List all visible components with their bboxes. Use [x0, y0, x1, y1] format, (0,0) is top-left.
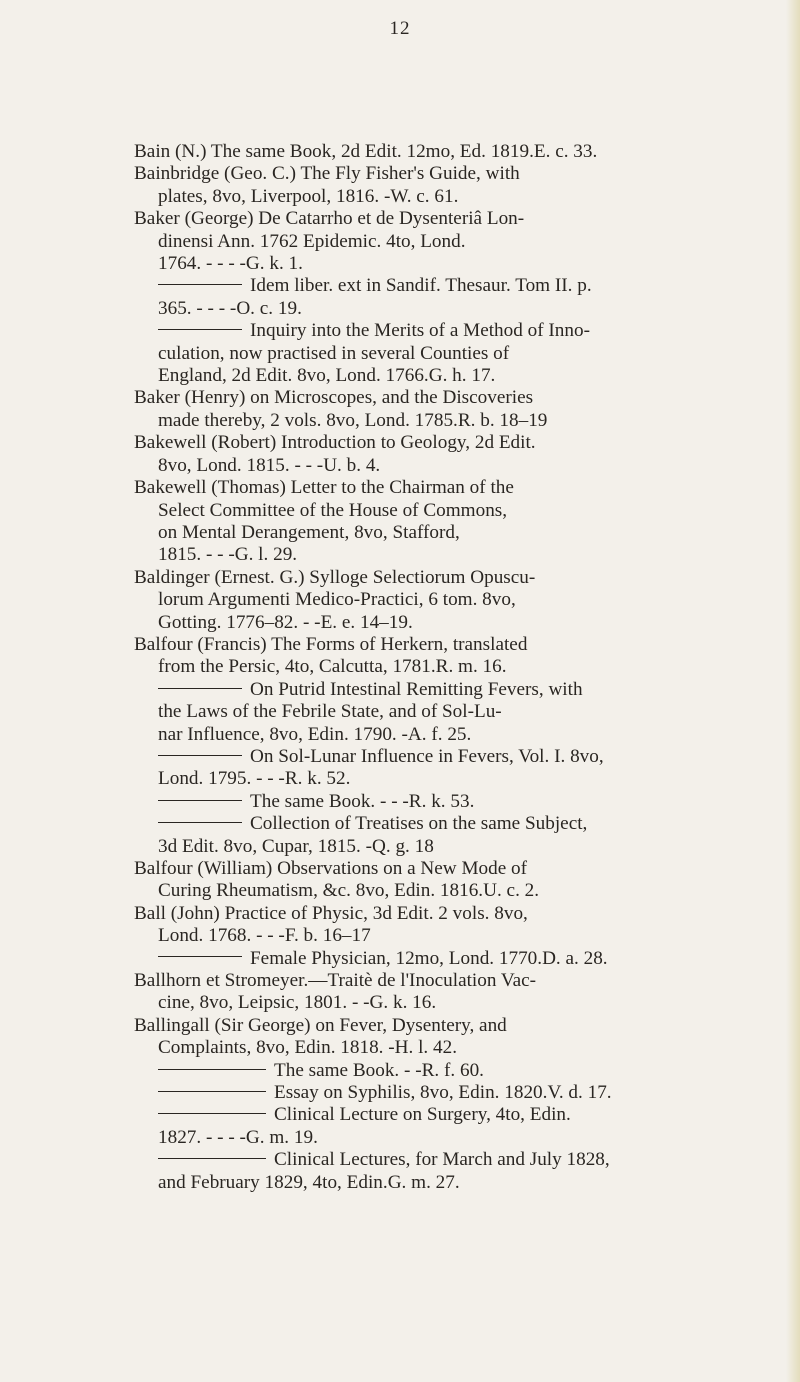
catalog-entry [134, 208, 776, 275]
entry-text: Balfour (William) Observations on a New Mode of [134, 858, 528, 879]
ditto-dash [158, 956, 242, 957]
shelf-mark: D. a. 28. [542, 947, 608, 969]
shelf-mark: G. h. 17. [428, 365, 496, 387]
entry-text: Gotting. 1776–82. - - [158, 611, 321, 633]
entry-text: Idem liber. ext in Sandif. Thesaur. Tom II. p. [250, 275, 592, 297]
catalog-entry [134, 1015, 776, 1060]
ditto-dash [158, 1113, 266, 1114]
entry-text: Collection of Treatises on the same Subject, [250, 813, 588, 835]
ditto-dash [158, 284, 242, 285]
entry-text: Ballingall (Sir George) on Fever, Dysentery, and [134, 1014, 507, 1036]
entry-text: and February 1829, 4to, Edin. [158, 1171, 388, 1193]
entry-text: Bakewell (Thomas) Letter to the Chairman of the [134, 477, 514, 499]
catalog-entry [134, 1149, 776, 1194]
shelf-mark: U. b. 4. [323, 454, 381, 476]
ditto-dash [158, 1158, 266, 1159]
entry-text: Lond. 1768. - - - [158, 925, 285, 947]
shelf-mark: G. l. 29. [234, 544, 298, 566]
entry-text: 3d Edit. 8vo, Cupar, 1815. - [158, 835, 373, 857]
entry-text: from the Persic, 4to, Calcutta, 1781. [158, 656, 436, 678]
ditto-dash [158, 755, 242, 756]
entry-text: Female Physician, 12mo, Lond. 1770. [250, 947, 543, 969]
catalog-entry [134, 1082, 776, 1104]
shelf-mark: G. m. 19. [245, 1126, 318, 1148]
shelf-mark: W. c. 61. [390, 185, 459, 207]
entry-text: culation, now practised in several Counties of [158, 342, 510, 364]
catalog-entry [134, 477, 776, 567]
entry-text: England, 2d Edit. 8vo, Lond. 1766. [158, 365, 429, 387]
ditto-dash [158, 1069, 266, 1070]
entry-text: dinensi Ann. 1762 Epidemic. 4to, Lond. [158, 230, 466, 252]
entry-text: The same Book. - - - [250, 790, 409, 812]
catalog-entry [134, 813, 776, 858]
page-edge-stain [786, 0, 800, 1382]
ditto-dash [158, 800, 242, 801]
catalog-entry [134, 634, 776, 679]
entry-text: Ball (John) Practice of Physic, 3d Edit. 2 vols. 8vo, [134, 902, 528, 924]
shelf-mark: A. f. 25. [407, 723, 472, 745]
shelf-mark: H. l. 42. [394, 1037, 457, 1059]
entry-text: cine, 8vo, Leipsic, 1801. - - [158, 992, 370, 1014]
shelf-mark: G. k. 16. [369, 992, 437, 1014]
shelf-mark: G. k. 1. [245, 253, 303, 275]
catalog-entry [134, 791, 776, 813]
shelf-mark: R. k. 52. [284, 768, 351, 790]
entry-text: Essay on Syphilis, 8vo, Edin. 1820. [274, 1082, 548, 1104]
entry-text: Baker (Henry) on Microscopes, and the Discoveries [134, 387, 534, 409]
entry-text: On Putrid Intestinal Remitting Fevers, with [250, 678, 583, 700]
shelf-mark: V. d. 17. [547, 1082, 612, 1104]
entry-text: nar Influence, 8vo, Edin. 1790. - [158, 723, 408, 745]
entry-text: Curing Rheumatism, &c. 8vo, Edin. 1816. [158, 880, 484, 902]
catalog-entry [134, 858, 776, 903]
catalog-entry [134, 679, 776, 746]
entry-text: 365. - - - - [158, 297, 237, 319]
catalog-entry [134, 1104, 776, 1149]
catalog-entry [134, 141, 776, 163]
entry-text: Baker (George) De Catarrho et de Dysenteriâ Lon- [134, 208, 525, 230]
ditto-dash [158, 1091, 266, 1092]
entry-text: The same Book. - - [274, 1059, 422, 1081]
catalog-entry [134, 746, 776, 791]
entry-text: Baldinger (Ernest. G.) Sylloge Selectiorum Opuscu- [134, 566, 536, 588]
catalog-list [134, 141, 776, 1194]
ditto-dash [158, 822, 242, 823]
shelf-mark: E. e. 14–19. [320, 611, 413, 633]
catalog-entry [134, 432, 776, 477]
shelf-mark: R. f. 60. [421, 1059, 484, 1081]
catalog-entry [134, 387, 776, 432]
shelf-mark: R. k. 53. [408, 790, 475, 812]
entry-text: Bainbridge (Geo. C.) The Fly Fisher's Guide, with [134, 163, 520, 185]
catalog-entry [134, 567, 776, 634]
catalog-entry [134, 163, 776, 208]
entry-text: Clinical Lectures, for March and July 1828, [274, 1149, 610, 1171]
page-number: 12 [389, 18, 411, 39]
catalog-entry [134, 275, 776, 320]
entry-text: 1815. - - - [158, 544, 235, 566]
shelf-mark: R. m. 16. [435, 656, 507, 678]
entry-text: on Mental Derangement, 8vo, Stafford, [158, 521, 460, 543]
catalog-entry [134, 1060, 776, 1082]
entry-text: 1764. - - - - [158, 253, 246, 275]
shelf-mark: G. m. 27. [387, 1171, 460, 1193]
shelf-mark: Q. g. 18 [372, 835, 434, 857]
entry-text: Complaints, 8vo, Edin. 1818. - [158, 1037, 395, 1059]
shelf-mark: O. c. 19. [236, 297, 302, 319]
catalog-entry [134, 948, 776, 970]
entry-text: Select Committee of the House of Commons, [158, 499, 508, 521]
entry-text: the Laws of the Febrile State, and of Sol-Lu- [158, 701, 502, 723]
shelf-mark: U. c. 2. [483, 880, 540, 902]
entry-text: Balfour (Francis) The Forms of Herkern, translated [134, 633, 528, 655]
entry-text: Bakewell (Robert) Introduction to Geology, 2d Edit. [134, 432, 536, 454]
entry-text: 1827. - - - - [158, 1126, 246, 1148]
shelf-mark: F. b. 16–17 [284, 925, 371, 947]
entry-text: Clinical Lecture on Surgery, 4to, Edin. [274, 1104, 571, 1126]
ditto-dash [158, 688, 242, 689]
catalog-entry [134, 970, 776, 1015]
catalog-entry [134, 903, 776, 948]
shelf-mark: E. c. 33. [533, 141, 598, 162]
entry-text: made thereby, 2 vols. 8vo, Lond. 1785. [158, 409, 458, 431]
entry-text: Ballhorn et Stromeyer.—Traitè de l'Inoculation Vac- [134, 970, 537, 992]
entry-text: Bain (N.) The same Book, 2d Edit. 12mo, Ed. 1819. [134, 141, 534, 162]
entry-text: Lond. 1795. - - - [158, 768, 285, 790]
entry-text: On Sol-Lunar Influence in Fevers, Vol. I. 8vo, [250, 745, 604, 767]
catalog-entry [134, 320, 776, 387]
entry-text: Inquiry into the Merits of a Method of Inno- [250, 320, 590, 342]
ditto-dash [158, 329, 242, 330]
entry-text: plates, 8vo, Liverpool, 1816. - [158, 185, 391, 207]
entry-text: 8vo, Lond. 1815. - - - [158, 454, 324, 476]
entry-text: lorum Argumenti Medico-Practici, 6 tom. 8vo, [158, 589, 516, 611]
shelf-mark: R. b. 18–19 [457, 409, 548, 431]
